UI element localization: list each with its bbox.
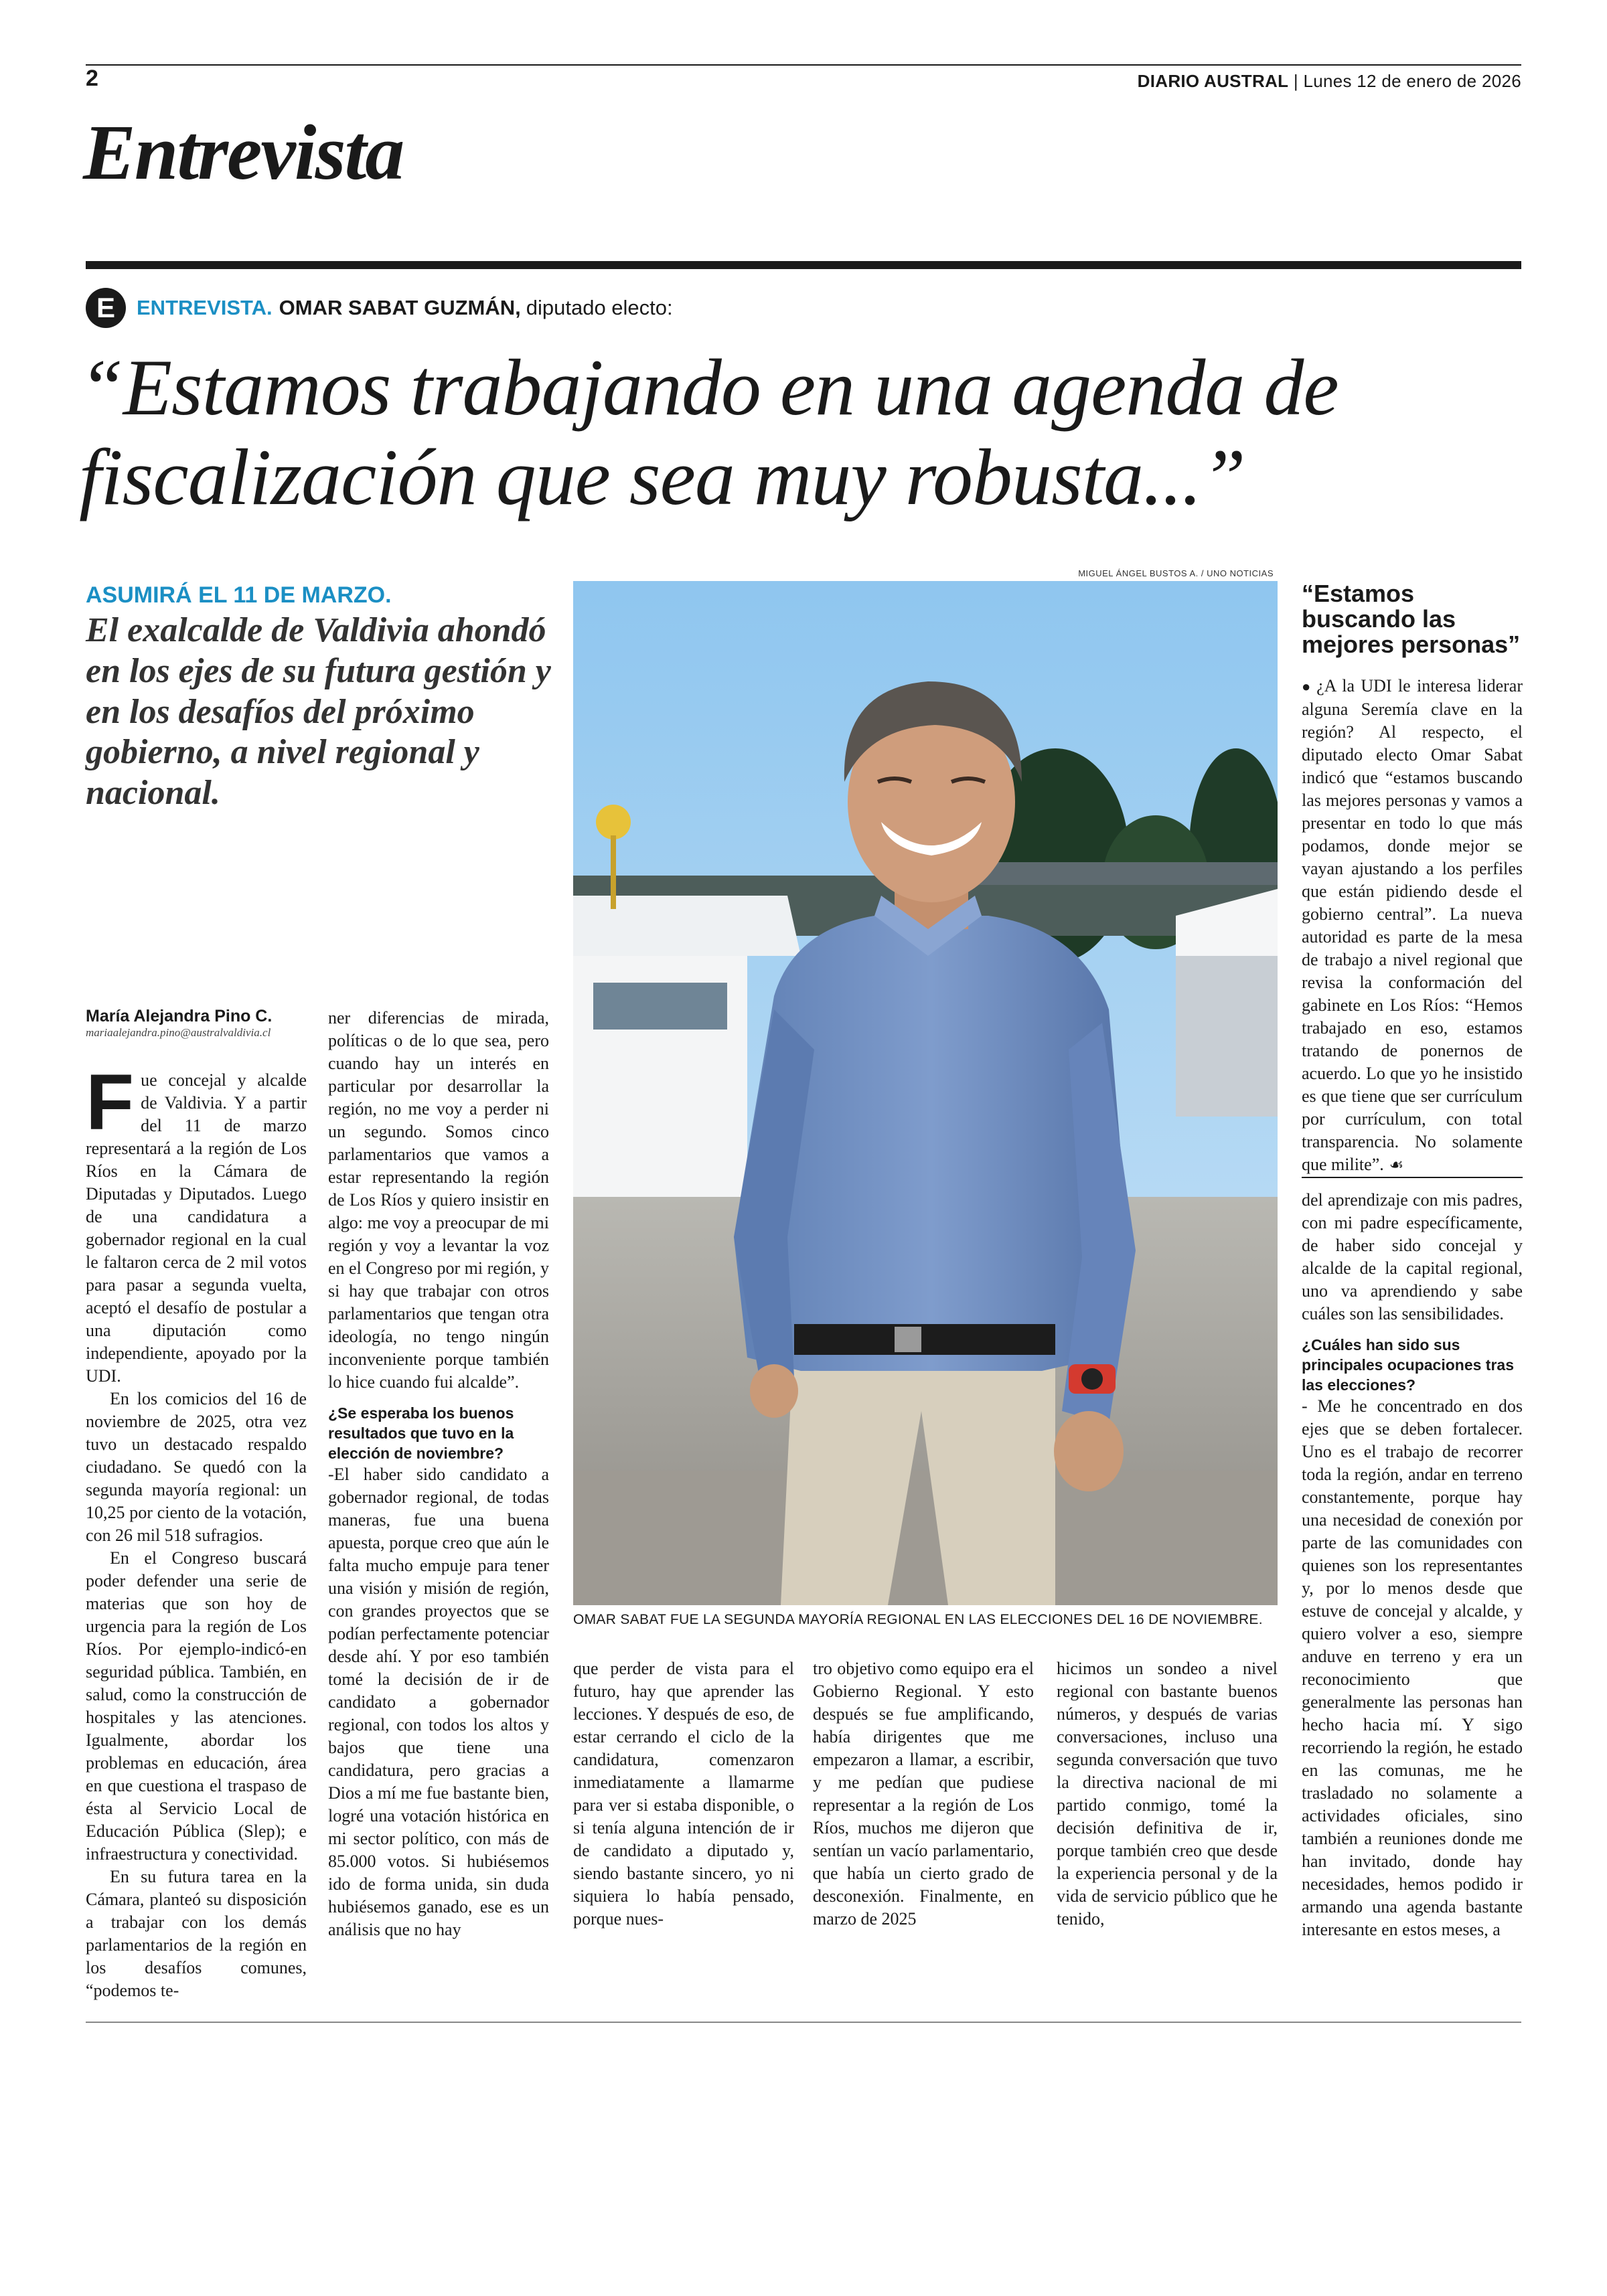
photo-caption: OMAR SABAT FUE LA SEGUNDA MAYORÍA REGIONAL EN LAS ELECCIONES DEL 16 DE NOVIEMBRE. (573, 1612, 1263, 1627)
article-column-5 (1057, 1657, 1278, 1931)
end-mark-icon: ☙ (1389, 1155, 1404, 1174)
page-number: 2 (86, 66, 98, 91)
section-title: Entrevista (83, 108, 404, 196)
sidebar-title: “Estamos buscando las mejores personas” (1302, 580, 1521, 659)
masthead (1138, 71, 1521, 92)
article-column-1 (86, 1007, 307, 2002)
section-badge-icon: E (86, 288, 126, 328)
article-column-3 (573, 1657, 794, 1931)
paper-name: DIARIO AUSTRAL (1137, 71, 1289, 91)
byline-name: María Alejandra Pino C. (86, 1007, 273, 1026)
main-photo (573, 581, 1278, 1605)
article-paragraph: Fue concejal y alcalde de Valdivia. Y a partir del 11 de marzo representará a la región de Los Ríos en la Cámara de Diputadas y Diputados. Luego de una candidatura a gobernador regional en la cual le faltaron cerca de 2 mil votos para pasar a segunda vuelta, aceptó el desafío de postular a una diputación como independiente, apoyado por la UDI. (86, 1058, 307, 1386)
article-column-6 (1302, 1189, 1523, 1941)
top-rule (86, 64, 1521, 66)
deck-label: ASUMIRÁ EL 11 DE MARZO. (86, 582, 392, 608)
article-paragraph: tro objetivo como equipo era el Gobierno Regional. Y esto después se fue amplificando, había dirigentes que me empezaron a llamar, a escribir, y me pedían que pudiese representar a la región de Los Ríos, muchos me dijeron que sentían un vacío parlamentario, que había un cierto grado de desconexión. Finalmente, en marzo de 2025 (813, 1659, 1034, 1929)
deck-text: El exalcalde de Valdivia ahondó en los ejes de su futura gestión y en los desafíos del próximo gobierno, a nivel regional y nacional. (86, 611, 551, 813)
sidebar-box (1302, 675, 1523, 1176)
bottom-rule (86, 2022, 1521, 2023)
interview-question: ¿Cuáles han sido sus principales ocupaciones tras las elecciones? (1302, 1336, 1515, 1394)
interviewee-role: diputado electo: (526, 296, 673, 319)
byline-email: mariaalejandra.pino@australvaldivia.cl (86, 1026, 271, 1039)
sidebar-paragraph: ● ¿A la UDI le interesa liderar alguna Seremía clave en la región? Al respecto, el diputado electo Omar Sabat indicó que “estamos buscando las mejores personas y vamos a presentar en todo lo que más podamos, donde mejor se vayan ajustando a los perfiles que están pidiendo desde el gobierno central”. La nueva autoridad es parte de la mesa de trabajo a nivel regional que revisa la conformación del gabinete en Los Ríos: “Hemos trabajado en eso, estamos tratando de ponernos de acuerdo. Lo que yo he insistido es que tiene que ser currículum por currículum, con total transparencia. No solamente que milite”. ☙ (1302, 676, 1523, 1174)
article-paragraph: ner diferencias de mirada, políticas o de lo que sea, pero cuando hay un interés en particular por desarrollar la región, no me voy a perder ni un segundo. Somos cinco parlamentarios que vamos a estar representando la región de Los Ríos y quiero insistir en algo: me voy a preocupar de mi región y voy a levantar la voz en el Congreso por mi región, y si hay que trabajar con otros parlamentarios que tengan otra ideología, no tengo ningún inconveniente porque también lo hice cuando fui alcalde”. (328, 1008, 549, 1392)
kicker (86, 288, 673, 328)
article-paragraph: del aprendizaje con mis padres, con mi padre específicamente, de haber sido concejal y alcalde de la capital regional, uno va aprendiendo y sabe cuáles son las sensibilidades. (1302, 1190, 1523, 1323)
bullet-icon: ● (1302, 678, 1313, 695)
article-paragraph: - Me he concentrado en dos ejes que se deben fortalecer. Uno es el trabajo de recorrer toda la región, andar en terreno constantemente, porque hay una necesidad de conexión por parte de las comunidades con quienes son los representantes y, por lo menos desde que estuve de concejal y alcalde, y quiero volver a eso, siempre anduve en terreno y era un reconocimiento que generalmente las personas han hecho hacia mí. Y sigo recorriendo la región, he estado en las comunas, me he trasladado no solamente a actividades oficiales, sino también a reuniones donde me han invitado, donde hay necesidades, hemos podido ir armando una agenda bastante interesante en estos meses, a (1302, 1396, 1523, 1939)
section-rule (86, 261, 1521, 269)
issue-date: Lunes 12 de enero de 2026 (1303, 71, 1521, 91)
interview-question: ¿Se esperaba los buenos resultados que tuvo en la elección de noviembre? (328, 1404, 514, 1462)
article-paragraph: que perder de vista para el futuro, hay que aprender las lecciones. Y después de eso, de estar cerrando el ciclo de la candidatura, comenzaron inmediatamente a llamarme para ver si estaba disponible, o si tenía alguna intención de ir de candidato a diputado y, siendo bastante sincero, yo ni siquiera lo había pensado, porque nues- (573, 1659, 794, 1929)
article-column-4 (813, 1657, 1034, 1931)
article-column-2 (328, 1007, 549, 1941)
drop-cap: F (86, 1058, 135, 1147)
article-paragraph: En el Congreso buscará poder defender una serie de materias que son hoy de urgencia para la región de Los Ríos. Por ejemplo-indicó-en seguridad pública. También, en salud, como la construcción de hospitales y las atenciones. Igualmente, abordar los problemas en educación, área en que cuestiona el traspaso de ésta al Servicio Local de Educación Pública (Slep); e infraestructura y conectividad. (86, 1548, 307, 1864)
article-paragraph: En su futura tarea en la Cámara, planteó su disposición a trabajar con los demás parlamentarios de la región en los desafíos comunes, “podemos te- (86, 1867, 307, 2000)
article-paragraph: En los comicios del 16 de noviembre de 2025, otra vez tuvo un destacado respaldo ciudadano. Se quedó con la segunda mayoría regional: un 10,25 por ciento de la votación, con 26 mil 518 sufragios. (86, 1389, 307, 1545)
kicker-label: ENTREVISTA. (137, 296, 273, 319)
photo-credit: MIGUEL ÁNGEL BUSTOS A. / UNO NOTICIAS (1078, 568, 1274, 578)
sidebar-rule (1302, 1177, 1523, 1178)
interviewee-name: OMAR SABAT GUZMÁN, (279, 296, 521, 319)
article-paragraph: hicimos un sondeo a nivel regional con bastante buenos números, y después de varias conversaciones, incluso una segunda conversación que tuvo la directiva nacional de mi partido conmigo, tomé la decisión definitiva de ir, porque también creo que desde la experiencia personal y de la vida de servicio público que he tenido, (1057, 1659, 1278, 1929)
masthead-separator: | (1293, 71, 1304, 91)
article-paragraph: -El haber sido candidato a gobernador regional, de todas maneras, fue una buena apuesta, porque creo que aún le falta mucho empuje para tener una visión y misión de región, con grandes proyectos que se podían perfectamente potenciar desde ahí. Y por eso también tomé la decisión de ir de candidato a gobernador regional, con todos los altos y bajos que tiene una candidatura, pero gracias a Dios a mí me fue bastante bien, logré una votación histórica en mi sector político, con más de 85.000 votos. Si hubiésemos ido de forma unida, sin duda hubiésemos ganado, ese es un análisis que no hay (328, 1465, 549, 1939)
headline: “Estamos trabajando en una agenda de fiscalización que sea muy robusta...” (79, 343, 1338, 522)
